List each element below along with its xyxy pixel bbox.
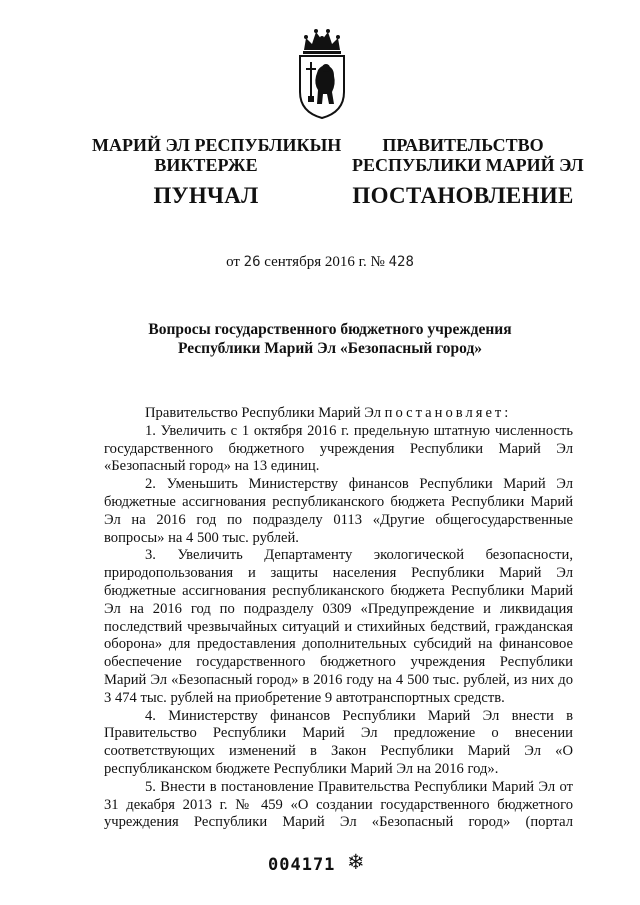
date-day: 26 — [243, 254, 261, 270]
header-right — [352, 135, 584, 209]
date-month-year: сентября 2016 г. № — [264, 254, 385, 270]
paragraph-5: 5. Внести в постановление Правительства Республики Марий Эл от 31 декабря 2013 г. № 459 «О создании государственного бюджетного учреждения Республики Марий Эл «Безопасный город» (портал — [104, 778, 573, 831]
intro-verb: постановляет: — [384, 405, 512, 421]
intro-paragraph — [104, 405, 573, 423]
snowflake-mark-icon: ❄ — [347, 850, 365, 874]
header-left-doc-type: ПУНЧАЛ — [153, 183, 259, 208]
title-line2: Республики Марий Эл «Безопасный город» — [177, 340, 483, 357]
document-body — [104, 405, 573, 832]
paragraph-4: 4. Министерству финансов Республики Марий Эл внести в Правительство Республики Марий Эл предложение о внесении соответствующих изменений в Закон Республики Марий Эл «О республиканском бюджете Республики Марий Эл на 2016 год». — [104, 707, 573, 777]
header-left — [92, 135, 342, 209]
paragraph-3: 3. Увеличить Департаменту экологической безопасности, природопользования и защиты населения Республики Марий Эл бюджетные ассигнования республиканского бюджета Республики Марий Эл на 2016 год по подразделу 0309 «Предупреждение и ликвидация последствий чрезвычайных ситуаций и стихийных бедствий, гражданская оборона» для предоставления дополнительных субсидий на финансовое обеспечение государственного бюджетного учреждения Республики Марий Эл «Безопасный город» в 2016 году на 4 500 тыс. рублей, из них до 3 474 тыс. рублей на приобретение 9 автотранспортных средств. — [104, 547, 573, 706]
paragraph-2: 2. Уменьшить Министерству финансов Республики Марий Эл бюджетные ассигнования республиканского бюджета Республики Марий Эл на 2016 год по подразделу 0113 «Другие общегосударственные вопросы» на 4 500 тыс. рублей. — [104, 476, 573, 546]
header-right-line1: ПРАВИТЕЛЬСТВО — [382, 135, 544, 155]
intro-text: Правительство Республики Марий Эл — [145, 405, 382, 421]
serial-number: 004171 — [268, 855, 336, 875]
document-number: 428 — [388, 254, 414, 270]
title-line1: Вопросы государственного бюджетного учреждения — [148, 321, 512, 338]
date-line — [0, 254, 640, 271]
coat-of-arms-icon — [296, 26, 348, 120]
header-right-doc-type: ПОСТАНОВЛЕНИЕ — [352, 183, 574, 208]
header-left-line2: ВИКТЕРЖЕ — [154, 155, 258, 175]
date-prefix: от — [226, 254, 240, 270]
document-title — [100, 320, 560, 358]
header-left-line1: МАРИЙ ЭЛ РЕСПУБЛИКЫН — [92, 135, 342, 155]
paragraph-1: 1. Увеличить с 1 октября 2016 г. предельную штатную численность государственного бюджетного учреждения Республики Марий Эл «Безопасный город» на 13 единиц. — [104, 422, 573, 475]
header-right-line2: РЕСПУБЛИКИ МАРИЙ ЭЛ — [352, 155, 584, 175]
